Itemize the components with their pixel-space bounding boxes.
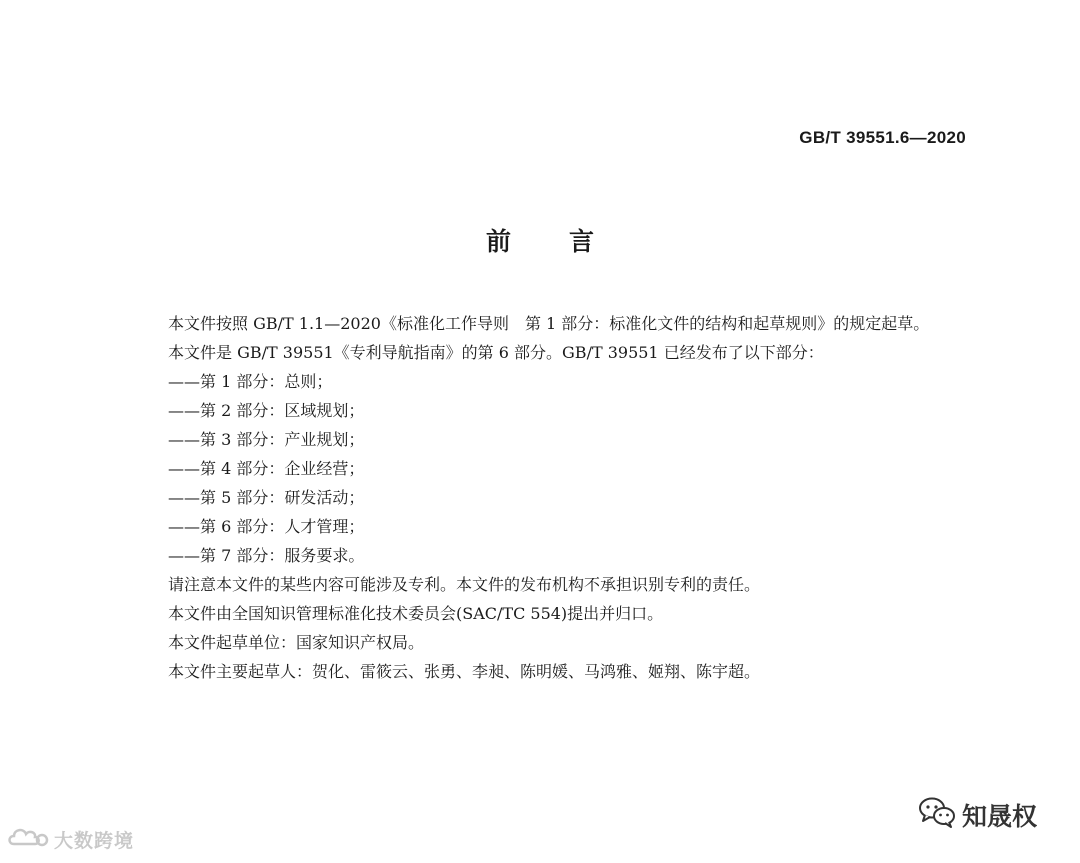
- cloud-logo-icon: [6, 824, 50, 855]
- watermark-right-text: 知晟权: [962, 802, 1038, 831]
- watermark-left-text: 大数跨境: [54, 830, 135, 852]
- list-item: ——第 5 部分：研发活动；: [168, 488, 365, 507]
- proposer-paragraph: 本文件由全国知识管理标准化技术委员会(SAC/TC 554)提出并归口。: [168, 604, 664, 623]
- patent-notice: 请注意本文件的某些内容可能涉及专利。本文件的发布机构不承担识别专利的责任。: [168, 575, 761, 594]
- document-body: [128, 309, 968, 686]
- parts-list: [128, 367, 968, 570]
- list-item: ——第 6 部分：人才管理；: [168, 517, 365, 536]
- drafting-unit: 本文件起草单位：国家知识产权局。: [168, 633, 425, 652]
- standard-number: GB/T 39551.6—2020: [799, 128, 966, 147]
- watermark-left: [6, 824, 134, 855]
- list-item: ——第 4 部分：企业经营；: [168, 459, 365, 478]
- list-item: ——第 1 部分：总则；: [168, 372, 333, 391]
- page-title: 前言: [485, 227, 652, 256]
- watermark-right: [918, 796, 1037, 834]
- list-item: ——第 3 部分：产业规划；: [168, 430, 365, 449]
- list-item: ——第 2 部分：区域规划；: [168, 401, 365, 420]
- list-item: ——第 7 部分：服务要求。: [168, 546, 365, 565]
- series-paragraph: 本文件是 GB/T 39551《专利导航指南》的第 6 部分。GB/T 39551 已经发布了以下部分：: [168, 343, 824, 362]
- wechat-icon: [918, 796, 956, 834]
- intro-paragraph: 本文件按照 GB/T 1.1—2020《标准化工作导则 第 1 部分：标准化文件的结构和起草规则》的规定起草。: [168, 314, 930, 333]
- drafters: 本文件主要起草人：贺化、雷筱云、张勇、李昶、陈明媛、马鸿雅、姬翔、陈宇超。: [168, 662, 761, 681]
